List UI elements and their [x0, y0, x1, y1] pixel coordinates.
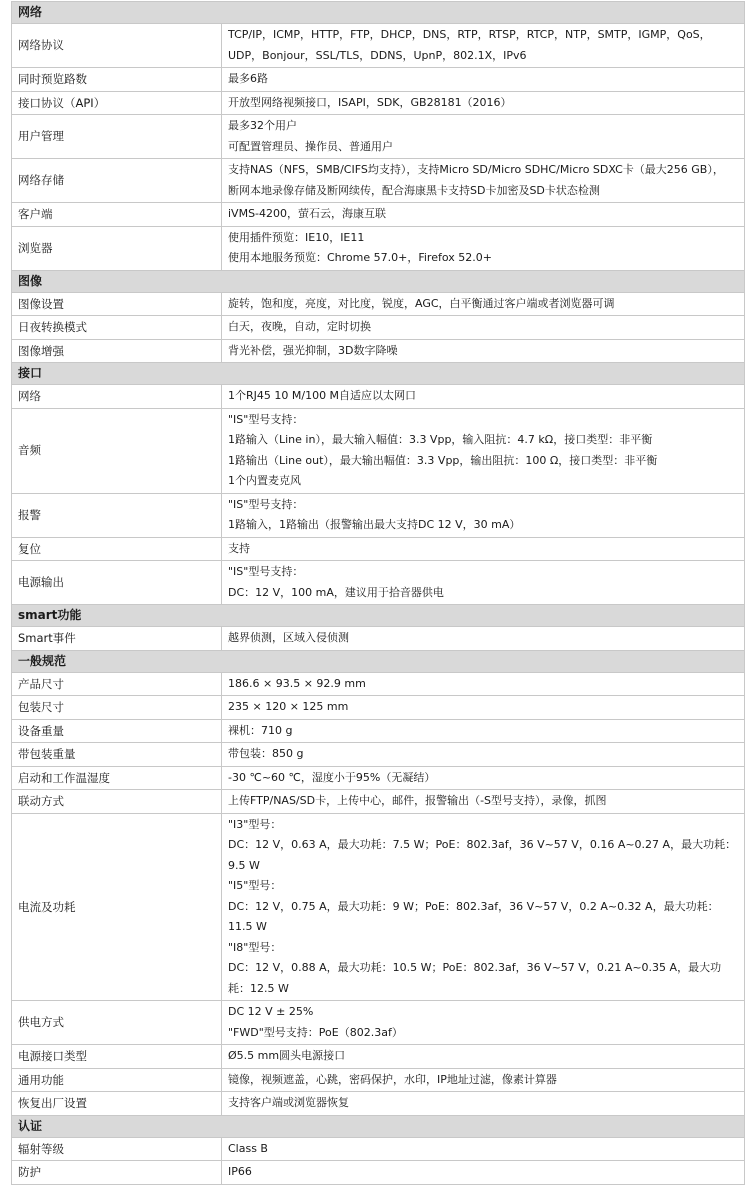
section-title: smart功能	[12, 605, 745, 627]
spec-label: 通用功能	[12, 1068, 222, 1092]
spec-row	[12, 226, 745, 270]
spec-label: 防护	[12, 1161, 222, 1185]
spec-value-line: 1路输入（Line in），最大输入幅值：3.3 Vpp，输入阻抗：4.7 kΩ，接口类型：非平衡	[228, 433, 653, 446]
section-header	[12, 270, 745, 292]
spec-value	[222, 1137, 745, 1161]
spec-label: 接口协议（API）	[12, 91, 222, 115]
spec-value-line: "FWD"型号支持：PoE（802.3af）	[228, 1025, 403, 1039]
spec-row	[12, 1068, 745, 1092]
spec-row	[12, 790, 745, 814]
spec-table-body	[12, 2, 745, 1185]
spec-value-line: "IS"型号支持：	[228, 412, 304, 426]
spec-label: 网络存储	[12, 159, 222, 203]
spec-row	[12, 408, 745, 493]
spec-row	[12, 115, 745, 159]
spec-value-line: -30 ℃~60 ℃，湿度小于95%（无凝结）	[228, 770, 436, 784]
spec-value-line: 上传FTP/NAS/SD卡，上传中心，邮件，报警输出（-S型号支持），录像，抓图	[228, 794, 607, 807]
spec-value-line: DC：12 V，100 mA，建议用于拾音器供电	[228, 585, 444, 599]
spec-row	[12, 1092, 745, 1116]
spec-row	[12, 1137, 745, 1161]
spec-value-line: UDP，Bonjour，SSL/TLS，DDNS，UpnP，802.1X，IPv6	[228, 48, 527, 62]
spec-row	[12, 493, 745, 537]
spec-value	[222, 790, 745, 814]
section-title: 认证	[12, 1115, 745, 1137]
spec-value-line: 最多6路	[228, 72, 268, 85]
spec-value	[222, 537, 745, 561]
spec-value-line: "I5"型号：	[228, 879, 282, 892]
spec-label: 电源接口类型	[12, 1045, 222, 1069]
spec-value-line: 1路输入，1路输出（报警输出最大支持DC 12 V，30 mA）	[228, 518, 521, 531]
spec-value	[222, 226, 745, 270]
spec-label: 供电方式	[12, 1001, 222, 1045]
spec-value	[222, 91, 745, 115]
spec-label: 报警	[12, 493, 222, 537]
spec-value-line: "IS"型号支持：	[228, 497, 304, 511]
spec-value	[222, 408, 745, 493]
spec-row	[12, 24, 745, 68]
spec-row	[12, 813, 745, 1001]
spec-label: 联动方式	[12, 790, 222, 814]
spec-value-line: 1个RJ45 10 M/100 M自适应以太网口	[228, 389, 417, 402]
spec-label: 辐射等级	[12, 1137, 222, 1161]
spec-label: 图像设置	[12, 292, 222, 316]
spec-value-line: 支持	[228, 541, 250, 555]
spec-value-line: DC：12 V，0.63 A，最大功耗：7.5 W；PoE：802.3af，36 V~57 V，0.16 A~0.27 A，最大功耗：9.5 W	[228, 838, 737, 872]
section-title: 一般规范	[12, 650, 745, 672]
spec-value-line: 断网本地录像存储及断网续传，配合海康黑卡支持SD卡加密及SD卡状态检测	[228, 183, 600, 197]
spec-value	[222, 561, 745, 605]
spec-row	[12, 537, 745, 561]
spec-value-line: 使用插件预览：IE10，IE11	[228, 230, 365, 244]
spec-row	[12, 561, 745, 605]
spec-value	[222, 159, 745, 203]
spec-value	[222, 672, 745, 696]
spec-sheet	[11, 1, 744, 1185]
spec-value-line: 镜像，视频遮盖，心跳，密码保护，水印，IP地址过滤，像素计算器	[228, 1072, 557, 1086]
section-header	[12, 2, 745, 24]
spec-value-line: "I3"型号：	[228, 817, 282, 831]
spec-row	[12, 339, 745, 363]
spec-label: 产品尺寸	[12, 672, 222, 696]
spec-label: 同时预览路数	[12, 68, 222, 92]
spec-row	[12, 203, 745, 227]
section-header	[12, 605, 745, 627]
spec-value-line: iVMS-4200，萤石云，海康互联	[228, 207, 387, 220]
spec-value-line: 越界侦测，区域入侵侦测	[228, 631, 349, 644]
spec-value	[222, 1092, 745, 1116]
spec-value-line: "IS"型号支持：	[228, 565, 304, 578]
spec-row	[12, 1001, 745, 1045]
spec-value-line: 1个内置麦克风	[228, 474, 301, 487]
spec-value-line: DC 12 V ± 25%	[228, 1005, 314, 1018]
spec-row	[12, 696, 745, 720]
spec-value	[222, 493, 745, 537]
spec-label: 带包装重量	[12, 743, 222, 767]
spec-value	[222, 813, 745, 1001]
spec-label: 复位	[12, 537, 222, 561]
spec-value	[222, 696, 745, 720]
section-title: 图像	[12, 270, 745, 292]
spec-value	[222, 339, 745, 363]
spec-value-line: 可配置管理员、操作员、普通用户	[228, 139, 393, 153]
spec-table	[11, 1, 745, 1185]
spec-label: 恢复出厂设置	[12, 1092, 222, 1116]
spec-label: 包装尺寸	[12, 696, 222, 720]
spec-row	[12, 1045, 745, 1069]
spec-row	[12, 292, 745, 316]
spec-row	[12, 1161, 745, 1185]
spec-label: 日夜转换模式	[12, 316, 222, 340]
spec-value	[222, 1161, 745, 1185]
spec-row	[12, 719, 745, 743]
spec-row	[12, 316, 745, 340]
spec-value-line: IP66	[228, 1165, 252, 1178]
spec-row	[12, 672, 745, 696]
spec-value	[222, 1068, 745, 1092]
section-title: 网络	[12, 2, 745, 24]
spec-label: 客户端	[12, 203, 222, 227]
spec-value-line: 支持NAS（NFS，SMB/CIFS均支持），支持Micro SD/Micro SDHC/Micro SDXC卡（最大256 GB），	[228, 163, 724, 176]
spec-value	[222, 385, 745, 409]
spec-value	[222, 627, 745, 651]
spec-value-line: 186.6 × 93.5 × 92.9 mm	[228, 676, 366, 690]
spec-row	[12, 766, 745, 790]
spec-label: 电源输出	[12, 561, 222, 605]
spec-value	[222, 68, 745, 92]
spec-label: 电流及功耗	[12, 813, 222, 1001]
spec-value-line: 裸机：710 g	[228, 723, 293, 737]
spec-row	[12, 743, 745, 767]
spec-value	[222, 115, 745, 159]
section-header	[12, 363, 745, 385]
spec-value-line: DC：12 V，0.75 A，最大功耗：9 W；PoE：802.3af，36 V~57 V，0.2 A~0.32 A，最大功耗：11.5 W	[228, 899, 719, 933]
spec-value-line: 开放型网络视频接口，ISAPI，SDK，GB28181（2016）	[228, 95, 512, 109]
spec-value-line: 白天，夜晚，自动，定时切换	[228, 320, 371, 333]
spec-value	[222, 292, 745, 316]
section-header	[12, 1115, 745, 1137]
spec-row	[12, 68, 745, 92]
spec-row	[12, 627, 745, 651]
spec-label: 音频	[12, 408, 222, 493]
spec-label: 浏览器	[12, 226, 222, 270]
spec-value-line: 1路输出（Line out），最大输出幅值：3.3 Vpp，输出阻抗：100 Ω，接口类型：非平衡	[228, 453, 658, 467]
spec-value-line: 使用本地服务预览：Chrome 57.0+，Firefox 52.0+	[228, 251, 492, 264]
spec-value-line: 最多32个用户	[228, 119, 297, 132]
spec-value-line: 带包装：850 g	[228, 747, 304, 760]
spec-value	[222, 1001, 745, 1045]
spec-label: 设备重量	[12, 719, 222, 743]
spec-value-line: Class B	[228, 1141, 268, 1155]
spec-value-line: "I8"型号：	[228, 940, 282, 954]
spec-value-line: 235 × 120 × 125 mm	[228, 700, 349, 713]
section-header	[12, 650, 745, 672]
spec-label: 网络	[12, 385, 222, 409]
section-title: 接口	[12, 363, 745, 385]
spec-row	[12, 159, 745, 203]
spec-value	[222, 24, 745, 68]
spec-row	[12, 91, 745, 115]
spec-value-line: TCP/IP，ICMP，HTTP，FTP，DHCP，DNS，RTP，RTSP，RTCP，NTP，SMTP，IGMP，QoS，	[228, 28, 711, 41]
spec-row	[12, 385, 745, 409]
spec-label: 网络协议	[12, 24, 222, 68]
spec-label: Smart事件	[12, 627, 222, 651]
spec-label: 用户管理	[12, 115, 222, 159]
spec-value	[222, 1045, 745, 1069]
spec-value	[222, 316, 745, 340]
spec-value-line: Ø5.5 mm圆头电源接口	[228, 1049, 346, 1062]
spec-value	[222, 203, 745, 227]
spec-value-line: 背光补偿，强光抑制，3D数字降噪	[228, 343, 398, 357]
spec-value	[222, 766, 745, 790]
spec-value-line: DC：12 V，0.88 A，最大功耗：10.5 W；PoE：802.3af，36 V~57 V，0.21 A~0.35 A，最大功耗：12.5 W	[228, 961, 722, 995]
spec-label: 启动和工作温湿度	[12, 766, 222, 790]
spec-value-line: 支持客户端或浏览器恢复	[228, 1096, 349, 1109]
spec-label: 图像增强	[12, 339, 222, 363]
spec-value	[222, 743, 745, 767]
spec-value	[222, 719, 745, 743]
spec-value-line: 旋转，饱和度，亮度，对比度，锐度，AGC，白平衡通过客户端或者浏览器可调	[228, 296, 615, 310]
